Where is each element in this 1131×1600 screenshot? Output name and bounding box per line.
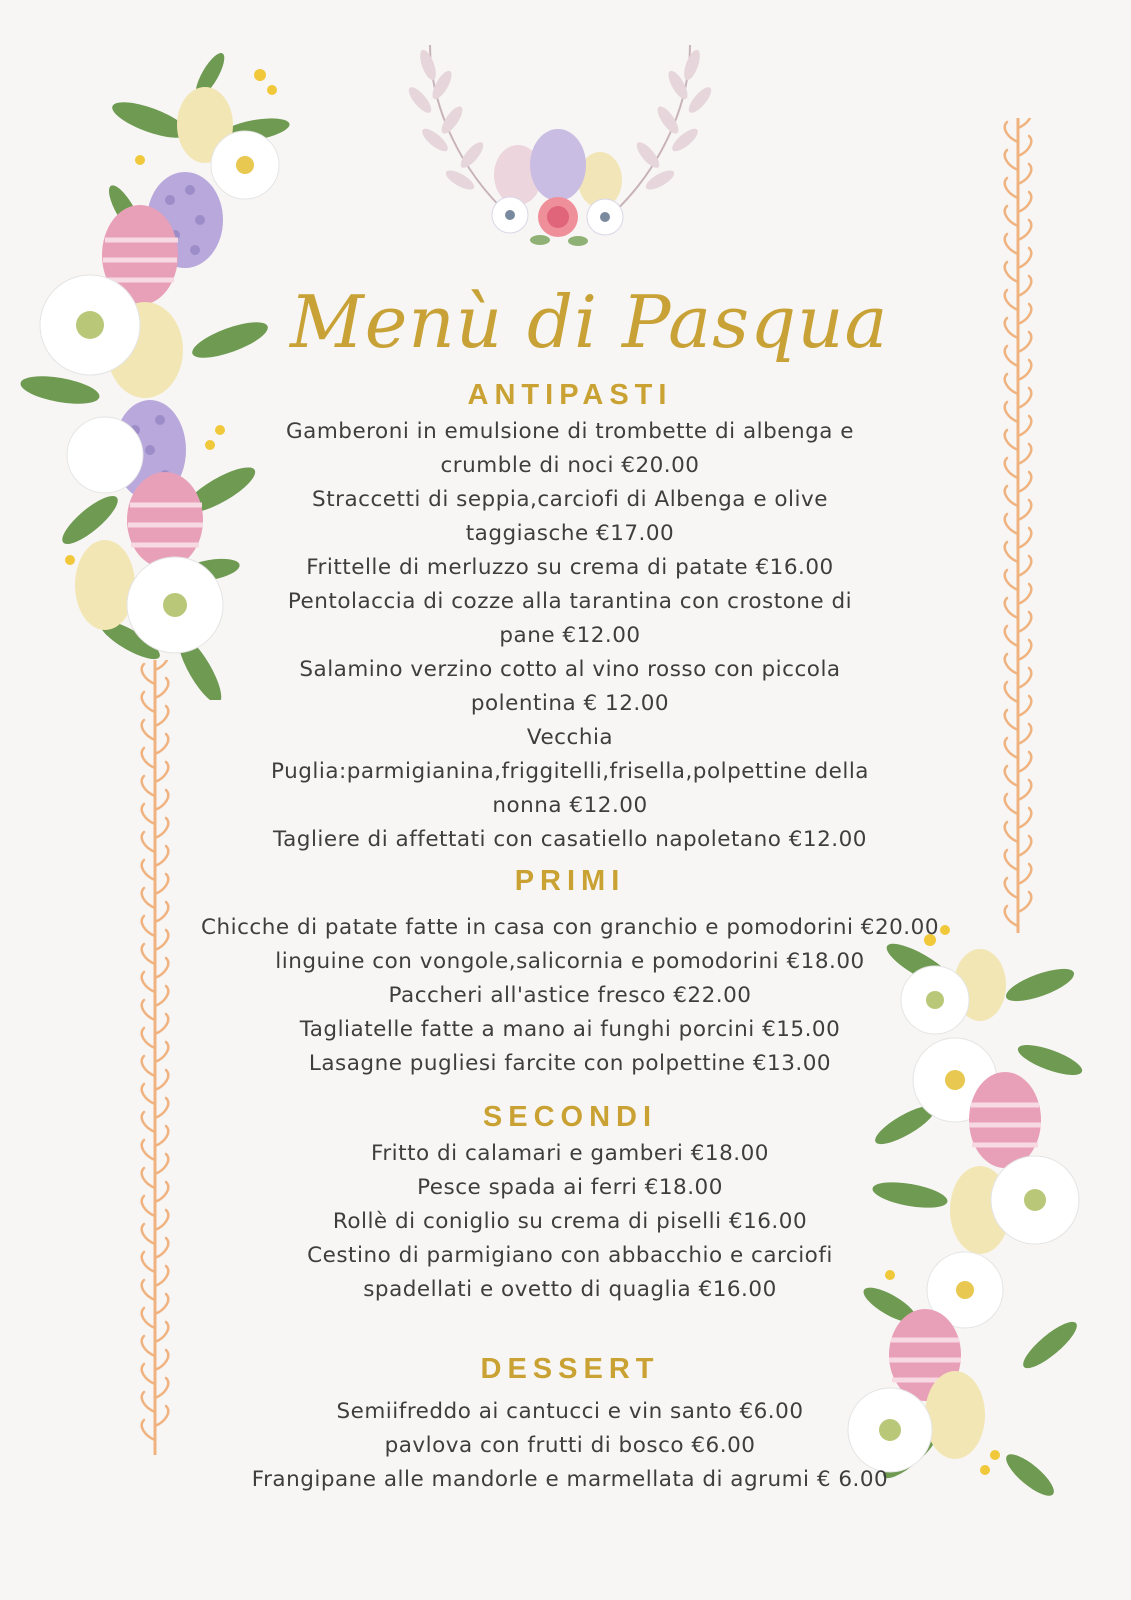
section-heading-primi: PRIMI <box>514 865 626 897</box>
menu-item-line: Tagliatelle fatte a mano ai funghi porcini €15.00 <box>299 1017 841 1042</box>
menu-item-line: nonna €12.00 <box>492 793 648 818</box>
menu-content <box>170 375 970 1497</box>
menu-item-line: spadellati e ovetto di quaglia €16.00 <box>363 1277 777 1302</box>
menu-item-line: polentina € 12.00 <box>470 691 670 716</box>
menu-item-line: Salamino verzino cotto al vino rosso con piccola <box>299 657 841 682</box>
menu-item-line: Fritto di calamari e gamberi €18.00 <box>371 1141 769 1166</box>
section-heading-secondi: SECONDI <box>482 1101 658 1133</box>
menu-item-line: linguine con vongole,salicornia e pomodorini €18.00 <box>275 949 865 974</box>
menu-item-line: taggiasche €17.00 <box>465 521 675 546</box>
menu-item-line: Straccetti di seppia,carciofi di Albenga e olive <box>312 487 828 512</box>
menu-item-line: Cestino di parmigiano con abbacchio e carciofi <box>307 1243 833 1268</box>
section-heading-antipasti: ANTIPASTI <box>467 379 673 411</box>
menu-item-line: Rollè di coniglio su crema di piselli €16.00 <box>332 1209 808 1234</box>
menu-item-line: Lasagne pugliesi farcite con polpettine €13.00 <box>308 1051 832 1076</box>
menu-item-line: Pesce spada ai ferri €18.00 <box>417 1175 723 1200</box>
menu-item-line: Puglia:parmigianina,friggitelli,frisella,polpettine della <box>271 759 869 784</box>
menu-item-line: Chicche di patate fatte in casa con granchio e pomodorini €20.00 <box>201 915 939 940</box>
menu-item-line: crumble di noci €20.00 <box>440 453 700 478</box>
menu-item-line: Pentolaccia di cozze alla tarantina con crostone di <box>287 589 853 614</box>
menu-item-line: Semiifreddo ai cantucci e vin santo €6.00 <box>336 1399 804 1424</box>
menu-title: Menù di Pasqua <box>290 280 889 364</box>
right-vine-border <box>993 118 1043 938</box>
menu-item-line: Vecchia <box>526 725 614 750</box>
menu-item-line: Frittelle di merluzzo su crema di patate €16.00 <box>306 555 834 580</box>
menu-item-line: Tagliere di affettati con casatiello napoletano €12.00 <box>273 827 867 852</box>
menu-item-line: Gamberoni in emulsione di trombette di albenga e <box>286 419 854 444</box>
menu-item-line: pavlova con frutti di bosco €6.00 <box>384 1433 756 1458</box>
menu-item-line: Frangipane alle mandorle e marmellata di agrumi € 6.00 <box>251 1467 889 1492</box>
menu-item-line: Paccheri all'astice fresco €22.00 <box>388 983 752 1008</box>
top-wreath-illustration <box>390 25 730 275</box>
menu-item-line: pane €12.00 <box>499 623 641 648</box>
section-heading-dessert: DESSERT <box>480 1353 660 1385</box>
